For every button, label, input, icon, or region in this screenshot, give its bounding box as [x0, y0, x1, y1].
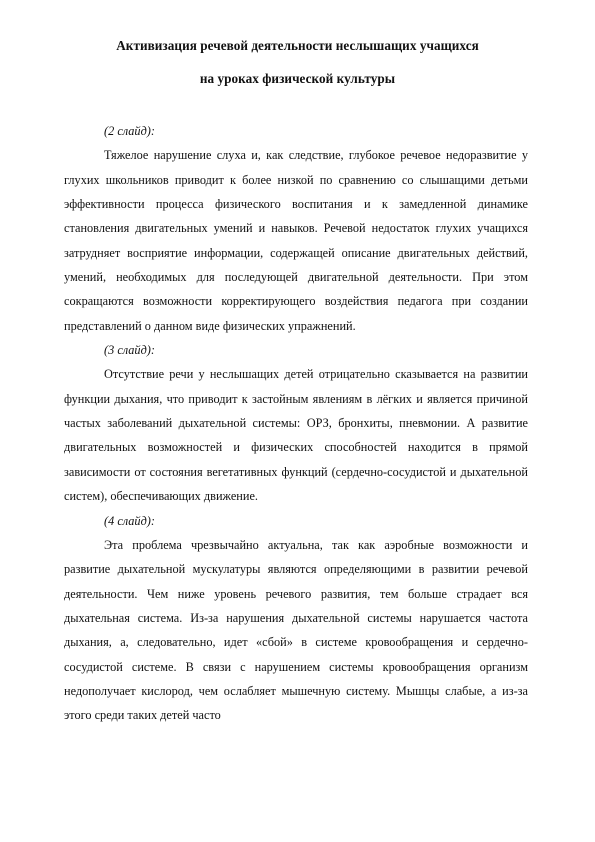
paragraph-slide-3: Отсутствие речи у неслышащих детей отрицательно сказывается на развитии функции дыхания, что приводит к застойным явлениям в лёгких и является причиной частых заболеваний дыхательной системы: ОРЗ, бронхиты, пневмонии. А развитие двигательных возможностей и физических способностей находится в прямой зависимости от состояния вегетативных функций (сердечно-сосудистой и дыхательной систем), обеспечивающих движение.	[64, 367, 528, 504]
document-title-line-2: на уроках физической культуры	[199, 71, 396, 86]
paragraph-slide-2: Тяжелое нарушение слуха и, как следствие, глубокое речевое недоразвитие у глухих школьников приводит к более низкой по сравнению со слышащими детьми эффективности процесса физического воспитания и к замедленной динамике становления двигательных умений и навыков. Речевой недостаток глухих учащихся затрудняет восприятие информации, содержащей описание двигательных действий, умений, необходимых для последующей двигательной деятельности. При этом сокращаются возможности корректирующего воздействия педагога при создании представлений о данном виде физических упражнений.	[64, 148, 528, 333]
slide-label-2: (2 слайд):	[104, 124, 155, 138]
slide-label-3: (3 слайд):	[104, 343, 155, 358]
document-title-line-1: Активизация речевой деятельности неслышащих учащихся	[116, 38, 479, 53]
paragraph-slide-4: Эта проблема чрезвычайно актуальна, так как аэробные возможности и развитие дыхательной мускулатуры являются определяющими в развитии речевой деятельности. Чем ниже уровень речевого развития, тем больше страдает вся дыхательная система. Из-за нарушения дыхательной системы нарушается частота дыхания, а, следовательно, идет «сбой» в системе кровообращения и сердечно-сосудистой системе. В связи с нарушением системы кровообращения организм недополучает кислород, чем ослабляет мышечную систему. Мышцы слабые, а из-за этого среди таких детей часто	[64, 537, 528, 723]
slide-label-4: (4 слайд):	[104, 513, 155, 528]
document-body	[64, 119, 528, 728]
